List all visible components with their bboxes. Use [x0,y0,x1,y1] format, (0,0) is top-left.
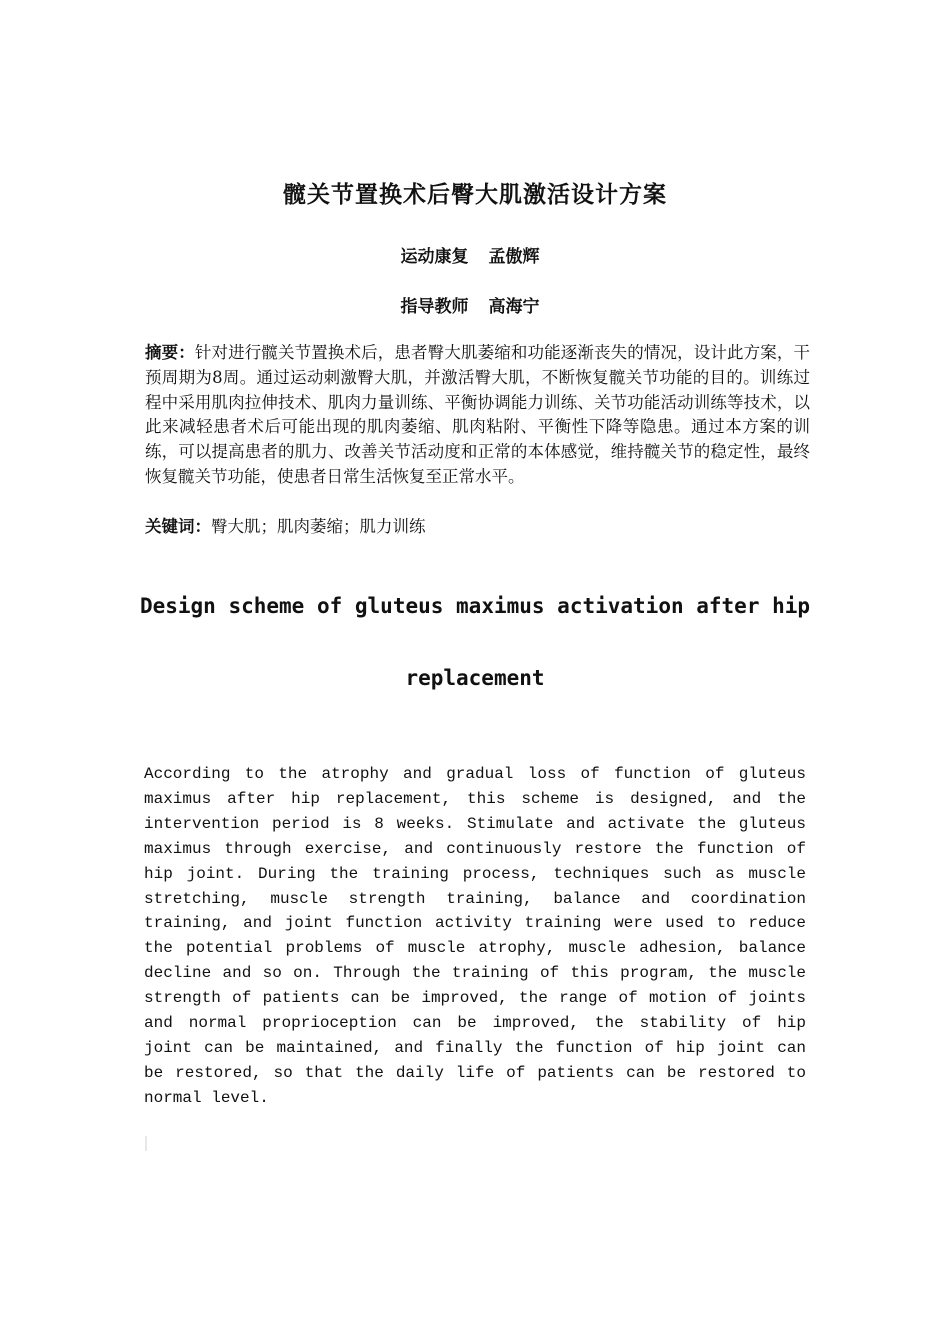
text-cursor [145,1136,147,1151]
major-label: 运动康复 [400,247,469,267]
chinese-abstract [145,341,810,490]
english-title: Design scheme of gluteus maximus activation after hip replacement [139,594,811,690]
keywords-text: 臀大肌；肌肉萎缩；肌力训练 [211,517,426,536]
abstract-text: 针对进行髋关节置换术后，患者臀大肌萎缩和功能逐渐丧失的情况，设计此方案，干预周期为8周。通过运动刺激臀大肌，并激活臀大肌，不断恢复髋关节功能的目的。训练过程中采用肌肉拉伸技术、肌肉力量训练、平衡协调能力训练、关节功能活动训练等技术，以此来减轻患者术后可能出现的肌肉萎缩、肌肉粘附、平衡性下降等隐患。通过本方案的训练，可以提高患者的肌力、改善关节活动度和正常的本体感觉，维持髋关节的稳定性，最终恢复髋关节功能，使患者日常生活恢复至正常水平。 [145,343,811,486]
chinese-title: 髋关节置换术后臀大肌激活设计方案 [283,182,667,208]
chinese-keywords [145,515,810,539]
author-name: 孟傲辉 [488,247,540,267]
author-line [0,242,940,267]
advisor-label: 指导教师 [400,297,469,317]
advisor-name: 高海宁 [488,297,540,317]
abstract-label: 摘要： [145,343,195,362]
keywords-label: 关键词： [145,517,211,536]
english-abstract: According to the atrophy and gradual loss of function of gluteus maximus after hip replacement, this scheme is designed, and the intervention period is 8 weeks. Stimulate and activate the gluteus maximus through exercise, and continuously restore the function of hip joint. During the training process, techniques such as muscle stretching, muscle strength training, balance and coordination training, and joint function activity training were used to reduce the potential problems of muscle atrophy, muscle adhesion, balance decline and so on. Through the training of this program, the muscle strength of patients can be improved, the range of motion of joints and normal proprioception can be improved, the stability of hip joint can be maintained, and finally the function of hip joint can be restored, so that the daily life of patients can be restored to normal level. [144,765,806,1107]
advisor-line [0,292,940,317]
